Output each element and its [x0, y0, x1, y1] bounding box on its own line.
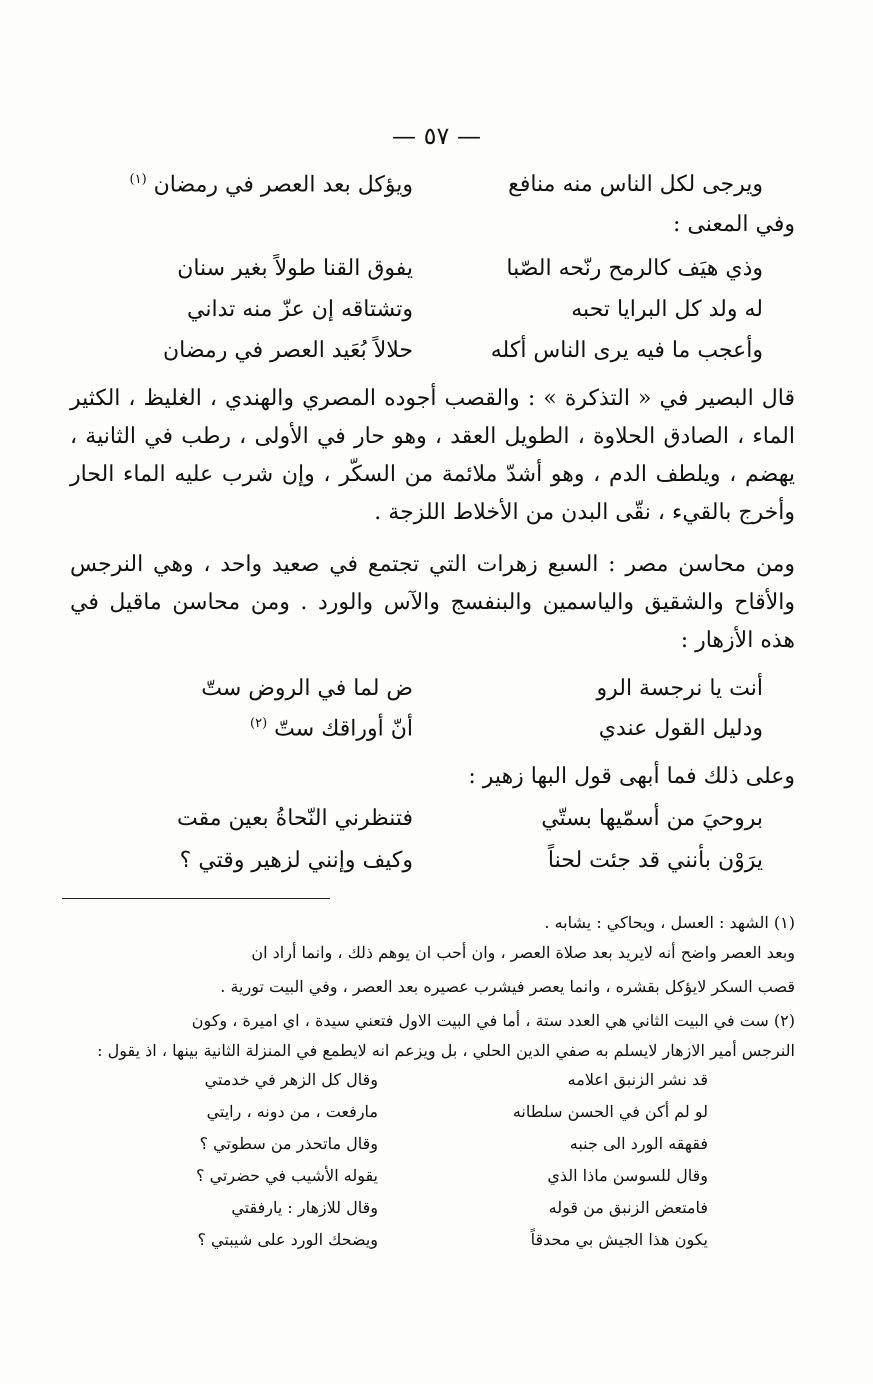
footnote-verse	[148, 1230, 708, 1260]
prose-paragraph: ومن محاسن مصر : السبع زهرات التي تجتمع في صعيد واحد ، وهي النرجس والأقاح والشقيق والياسمين والبنفسج والآس والورد . ومن محاسن ماقيل في هذه الأزهار :	[70, 552, 795, 653]
prose-paragraph: قال البصير في « التذكرة » : والقصب أجوده المصري والهندي ، الغليظ ، الكثير الماء ، الصادق الحلاوة ، الطويل العقد ، وهو حار في الأولى ، رطب في الثانية ، يهضم ، ويلطف الدم ، وهو أشدّ ملائمة من السكّر ، وإن شرب عليه الماء الحار وأخرج بالقيء ، نقّى البدن من الأخلاط اللزجة .	[70, 386, 795, 525]
verse-second-hemistich: أنّ أوراقك ستّ $^{(٢)}$	[250, 716, 413, 742]
footnote-ref: (١)	[129, 172, 147, 187]
verse-second-hemistich: ويؤكل بعد العصر في رمضان $^{(١)}$	[129, 172, 413, 198]
verse-first-hemistich: لو لم أكن في الحسن سلطانه	[512, 1102, 708, 1121]
verse-first-hemistich: بروحيَ من أسمّيها بستّي	[541, 806, 763, 831]
verse-first-hemistich: قد نشر الزنبق اعلامه	[567, 1070, 708, 1089]
verse-first-hemistich: فقهقه الورد الى جنبه	[569, 1134, 708, 1153]
verse-second-hemistich: ض لما في الروض ستّ	[201, 676, 413, 701]
verse-first-hemistich: وأعجب ما فيه يرى الناس أكله	[490, 338, 763, 363]
poem3-verse	[113, 806, 763, 844]
footnote-verse	[148, 1198, 708, 1228]
footnote-verse	[148, 1134, 708, 1164]
verse-second-hemistich: ويضحك الورد على شيبتي ؟	[197, 1230, 378, 1249]
poem3-verse	[113, 848, 763, 886]
verse-second-hemistich: فتنظرني النّحاةُ بعين مقت	[177, 806, 413, 831]
verse-first-hemistich: أنت يا نرجسة الرو	[596, 676, 763, 701]
verse-first-hemistich: يرَوْن بأنني قد جئت لحناً	[547, 848, 763, 873]
verse-second-hemistich: يفوق القنا طولاً بغير سنان	[177, 256, 413, 281]
poem2-verse	[113, 676, 763, 714]
footnote-verse	[148, 1070, 708, 1100]
footnote-verse	[148, 1102, 708, 1132]
verse-first-hemistich: وقال للسوسن ماذا الذي	[547, 1166, 708, 1185]
footnote-verse	[148, 1166, 708, 1196]
verse-second-hemistich: وقال كل الزهر في خدمتي	[204, 1070, 378, 1089]
top-verse	[113, 172, 763, 210]
footnote-line: قصب السكر لايؤكل بقشره ، وانما يعصر فيشرب عصيره بعد العصر ، وفي البيت تورية .	[220, 977, 795, 996]
verse-first-hemistich: فامتعض الزنبق من قوله	[548, 1198, 708, 1217]
verse-second-hemistich: وقال ماتحذر من سطوتي ؟	[199, 1134, 378, 1153]
verse-first-hemistich: ويرجى لكل الناس منه منافع	[508, 172, 763, 197]
footnote-divider	[62, 898, 330, 899]
poem2-verse	[113, 716, 763, 754]
verse-second-hemistich: وكيف وإنني لزهير وقتي ؟	[179, 848, 413, 873]
footnote-line: وبعد العصر واضح أنه لايريد بعد صلاة العصر ، وان أحب ان يوهم ذلك ، وانما أراد ان	[251, 943, 795, 962]
verse-first-hemistich: ودليل القول عندي	[598, 716, 763, 741]
verse-first-hemistich: يكون هذا الجيش بي محدقاً	[530, 1230, 708, 1249]
footnote-ref: (٢)	[250, 716, 268, 731]
verse-second-hemistich: وقال للازهار : يارفقتي	[231, 1198, 378, 1217]
verse-second-hemistich: حلالاً بُعَيد العصر في رمضان	[162, 338, 413, 363]
footnote-line: (١) الشهد : العسل ، ويحاكي : يشابه .	[544, 913, 795, 932]
verse-first-hemistich: وذي هيَف كالرمح رنّحه الصّبا	[506, 256, 763, 281]
verse-second-hemistich: وتشتاقه إن عزّ منه تداني	[187, 297, 413, 322]
verse-second-hemistich: يقوله الأشيب في حضرتي ؟	[196, 1166, 378, 1185]
poem1-verse	[113, 256, 763, 294]
footnote-line: (٢) ست في البيت الثاني هي العدد ستة ، أما في البيت الاول فتعني سيدة ، اي اميرة ، وكون	[191, 1011, 795, 1030]
verse-first-hemistich: له ولد كل البرايا تحبه	[571, 297, 763, 322]
verse-second-hemistich: مارفعت ، من دونه ، رايتي	[206, 1102, 378, 1121]
poem1-verse	[113, 338, 763, 376]
intro-line: وفي المعنى :	[673, 212, 795, 237]
intro-line: وعلى ذلك فما أبهى قول البها زهير :	[468, 764, 795, 789]
page-number: — ٥٧ —	[391, 122, 482, 150]
poem1-verse	[113, 297, 763, 335]
footnote-line: النرجس أمير الازهار لايسلم به صفي الدين الحلي ، بل ويزعم انه لايطمع في المنزلة الثانية بينها ، اذ يقول :	[97, 1041, 795, 1060]
